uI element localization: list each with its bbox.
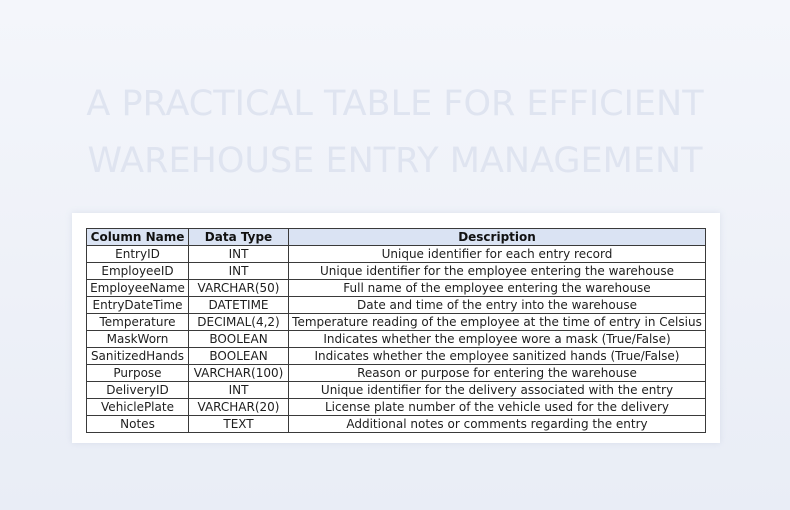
page-title-line-2: WAREHOUSE ENTRY MANAGEMENT (87, 141, 703, 181)
table-card (72, 213, 720, 443)
cell-data-type: INT (189, 382, 289, 399)
cell-column-name: EmployeeName (87, 280, 189, 297)
cell-description: Additional notes or comments regarding the entry (289, 416, 706, 433)
cell-column-name: EntryID (87, 246, 189, 263)
cell-column-name: EntryDateTime (87, 297, 189, 314)
cell-description: Reason or purpose for entering the warehouse (289, 365, 706, 382)
cell-data-type: DECIMAL(4,2) (189, 314, 289, 331)
cell-description: Unique identifier for the employee entering the warehouse (289, 263, 706, 280)
cell-column-name: Notes (87, 416, 189, 433)
table-row (87, 416, 706, 433)
cell-data-type: VARCHAR(50) (189, 280, 289, 297)
cell-data-type: INT (189, 246, 289, 263)
table-row (87, 331, 706, 348)
page-title (0, 76, 790, 190)
cell-description: License plate number of the vehicle used for the delivery (289, 399, 706, 416)
header-data-type: Data Type (189, 229, 289, 246)
table-row (87, 246, 706, 263)
cell-description: Temperature reading of the employee at the time of entry in Celsius (289, 314, 706, 331)
table-row (87, 280, 706, 297)
cell-column-name: MaskWorn (87, 331, 189, 348)
cell-data-type: INT (189, 263, 289, 280)
cell-description: Full name of the employee entering the warehouse (289, 280, 706, 297)
table-row (87, 263, 706, 280)
cell-data-type: DATETIME (189, 297, 289, 314)
table-header-row (87, 229, 706, 246)
table-row (87, 399, 706, 416)
cell-description: Unique identifier for each entry record (289, 246, 706, 263)
table-row (87, 297, 706, 314)
table-row (87, 314, 706, 331)
cell-column-name: Purpose (87, 365, 189, 382)
table-row (87, 365, 706, 382)
cell-data-type: VARCHAR(20) (189, 399, 289, 416)
table-row (87, 382, 706, 399)
cell-column-name: EmployeeID (87, 263, 189, 280)
header-column-name: Column Name (87, 229, 189, 246)
page-title-line-1: A PRACTICAL TABLE FOR EFFICIENT (86, 84, 704, 124)
cell-data-type: VARCHAR(100) (189, 365, 289, 382)
cell-data-type: BOOLEAN (189, 331, 289, 348)
cell-data-type: BOOLEAN (189, 348, 289, 365)
cell-data-type: TEXT (189, 416, 289, 433)
data-dictionary-table (86, 228, 706, 433)
cell-description: Indicates whether the employee wore a mask (True/False) (289, 331, 706, 348)
cell-description: Date and time of the entry into the warehouse (289, 297, 706, 314)
cell-column-name: DeliveryID (87, 382, 189, 399)
table-row (87, 348, 706, 365)
cell-column-name: SanitizedHands (87, 348, 189, 365)
cell-description: Unique identifier for the delivery associated with the entry (289, 382, 706, 399)
cell-column-name: VehiclePlate (87, 399, 189, 416)
cell-column-name: Temperature (87, 314, 189, 331)
cell-description: Indicates whether the employee sanitized hands (True/False) (289, 348, 706, 365)
header-description: Description (289, 229, 706, 246)
